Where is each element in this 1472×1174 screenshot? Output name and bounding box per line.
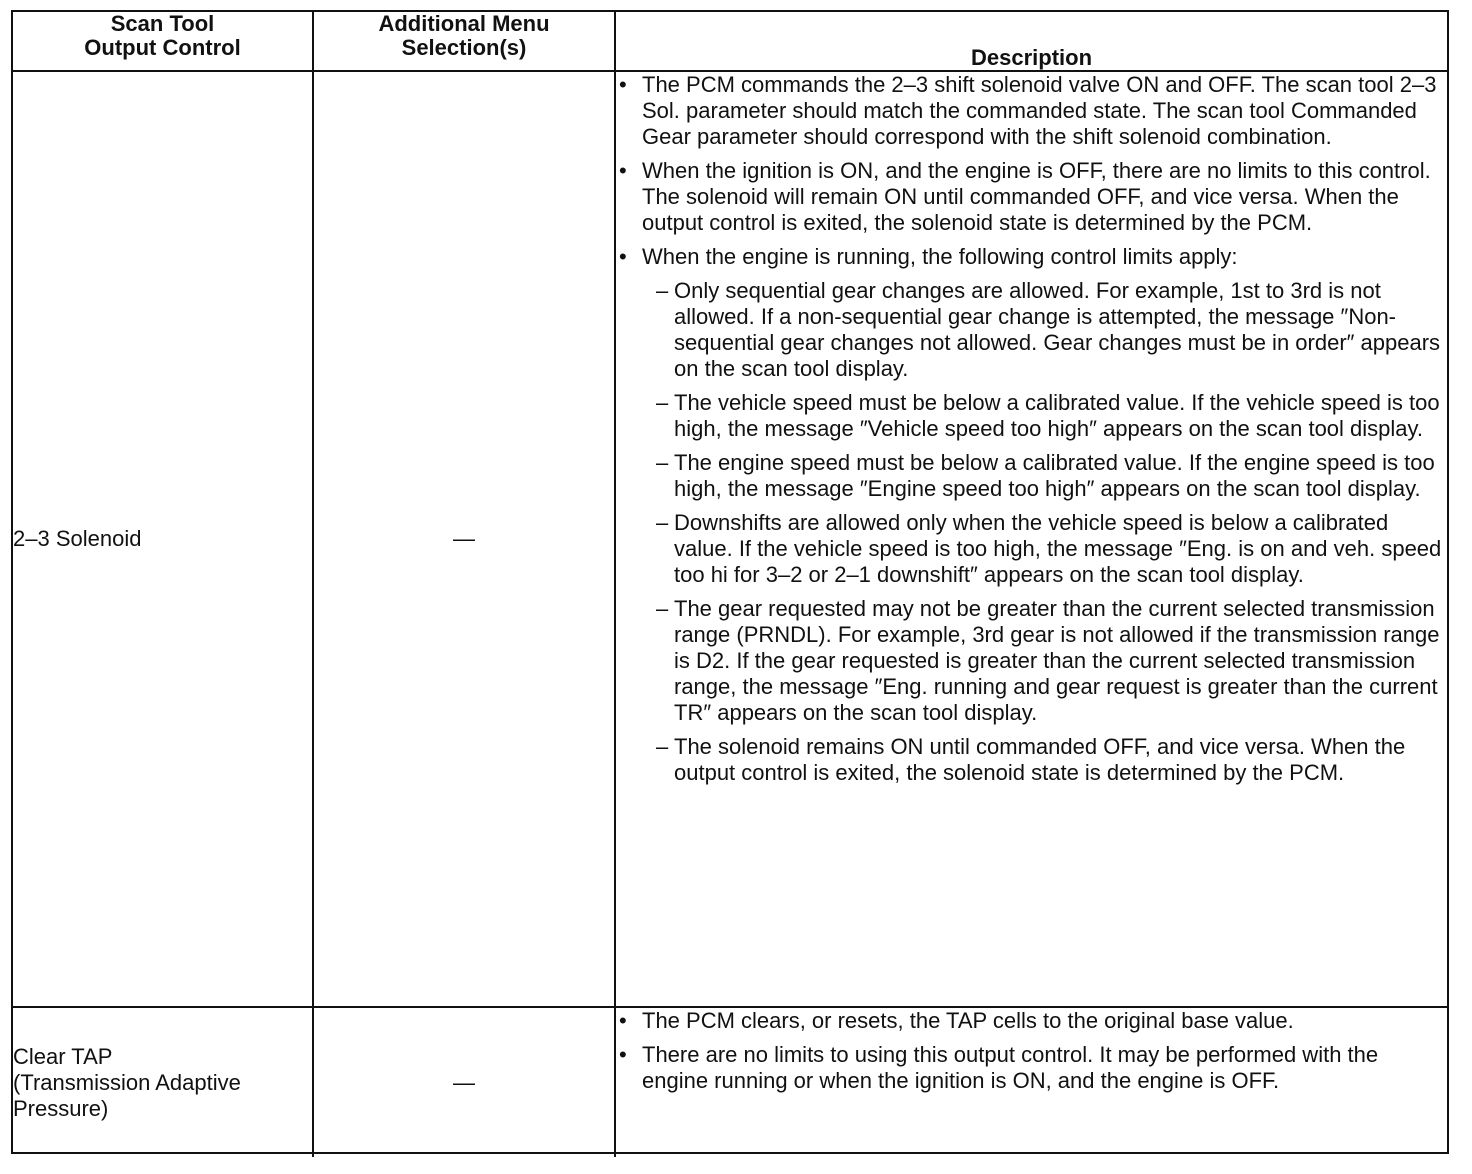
output-control-table	[13, 12, 1447, 1157]
table-row	[13, 71, 1447, 1007]
control-limit-item: – The gear requested may not be greater than the current selected transmission range (PRNDL). For example, 3rd gear is not allowed if the transmission range is D2. If the gear requested is greater than the current selected transmission range, the message ″Eng. running and gear request is greater than the current TR″ appears on the scan tool display.	[616, 596, 1447, 726]
control-limit-item: – The vehicle speed must be below a calibrated value. If the vehicle speed is too high, the message ″Vehicle speed too high″ appears on the scan tool display.	[616, 390, 1447, 442]
table-row	[13, 1007, 1447, 1157]
header-text: Output Control	[84, 35, 241, 60]
header-text: Scan Tool	[110, 11, 215, 36]
control-limit-item: – The solenoid remains ON until commanded OFF, and vice versa. When the output control is exited, the solenoid state is determined by the PCM.	[616, 734, 1447, 786]
description-cell	[615, 71, 1447, 1007]
output-control-name: (Transmission Adaptive	[13, 1069, 241, 1095]
description-cell	[615, 1007, 1447, 1157]
header-additional-menu-selections	[313, 12, 615, 71]
description-bullet: • The PCM commands the 2–3 shift solenoid valve ON and OFF. The scan tool 2–3 Sol. parameter should match the commanded state. The scan tool Commanded Gear parameter should correspond with the shift solenoid combination.	[616, 72, 1447, 150]
control-limit-item: – Only sequential gear changes are allowed. For example, 1st to 3rd is not allowed. If a non-sequential gear change is attempted, the message ″Non-sequential gear changes not allowed. Gear changes must be in order″ appears on the scan tool display.	[616, 278, 1447, 382]
table-header-row	[13, 12, 1447, 71]
header-description: Description	[615, 12, 1447, 71]
menu-selection-cell: —	[313, 71, 615, 1007]
description-bullet: • When the ignition is ON, and the engine is OFF, there are no limits to this control. The solenoid will remain ON until commanded OFF, and vice versa. When the output control is exited, the solenoid state is determined by the PCM.	[616, 158, 1447, 236]
description-bullet: • When the engine is running, the following control limits apply:	[616, 244, 1447, 270]
control-limit-item: – Downshifts are allowed only when the vehicle speed is below a calibrated value. If the vehicle speed is too high, the message ″Eng. is on and veh. speed too hi for 3–2 or 2–1 downshift″ appears on the scan tool display.	[616, 510, 1447, 588]
header-text: Selection(s)	[401, 35, 527, 60]
output-control-name-cell	[13, 71, 313, 1007]
menu-selection-cell: —	[313, 1007, 615, 1157]
output-control-name-cell	[13, 1007, 313, 1157]
output-control-name: Pressure)	[13, 1095, 109, 1121]
header-scan-tool-output-control	[13, 12, 313, 71]
control-limit-item: – The engine speed must be below a calibrated value. If the engine speed is too high, the message ″Engine speed too high″ appears on the scan tool display.	[616, 450, 1447, 502]
description-bullet: • There are no limits to using this output control. It may be performed with the engine running or when the ignition is ON, and the engine is OFF.	[616, 1042, 1447, 1094]
output-control-name: Clear TAP	[13, 1043, 113, 1069]
header-text: Additional Menu	[378, 11, 550, 36]
description-bullet: • The PCM clears, or resets, the TAP cells to the original base value.	[616, 1008, 1447, 1034]
output-control-name: 2–3 Solenoid	[13, 526, 142, 551]
output-control-table-frame	[11, 10, 1449, 1154]
